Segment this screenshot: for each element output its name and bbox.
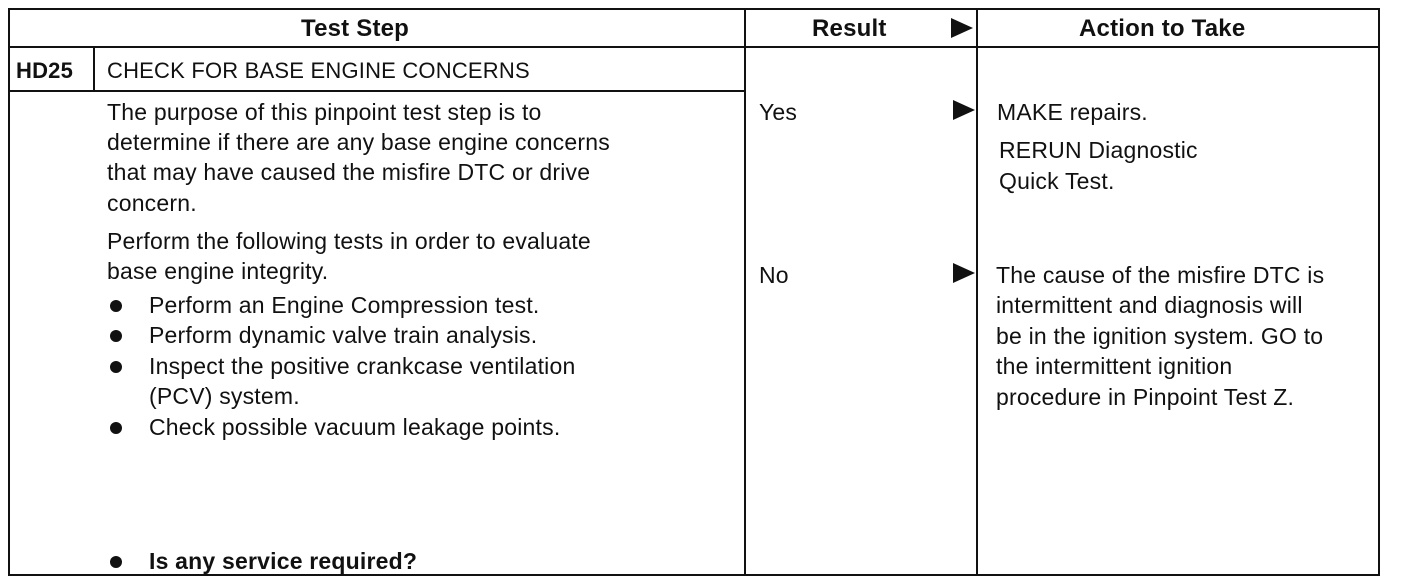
header-test-step: Test Step xyxy=(301,15,410,42)
purpose-line: The purpose of this pinpoint test step is to xyxy=(107,99,542,125)
bullet-icon xyxy=(110,556,122,568)
perform-line: base engine integrity. xyxy=(107,258,329,284)
bullet-item: Perform an Engine Compression test. xyxy=(149,292,540,318)
step-result-divider xyxy=(744,8,746,576)
step-title-divider xyxy=(8,90,744,92)
no-action-line: procedure in Pinpoint Test Z. xyxy=(996,384,1295,410)
purpose-line: that may have caused the misfire DTC or drive xyxy=(107,159,591,185)
yes-action-line: MAKE repairs. xyxy=(997,99,1148,125)
step-question: Is any service required? xyxy=(149,548,418,574)
id-column-divider xyxy=(93,48,95,90)
yes-action-line: Quick Test. xyxy=(999,168,1115,194)
yes-arrow-icon xyxy=(953,100,975,120)
step-title: CHECK FOR BASE ENGINE CONCERNS xyxy=(107,58,530,83)
header-result: Result xyxy=(812,15,887,42)
bullet-item: Perform dynamic valve train analysis. xyxy=(149,322,538,348)
header-action: Action to Take xyxy=(1079,15,1246,42)
bullet-icon xyxy=(110,300,122,312)
yes-action-line: RERUN Diagnostic xyxy=(999,137,1198,163)
bullet-continuation: (PCV) system. xyxy=(149,383,300,409)
bullet-icon xyxy=(110,330,122,342)
perform-line: Perform the following tests in order to evaluate xyxy=(107,228,591,254)
no-action-line: intermittent and diagnosis will xyxy=(996,292,1303,318)
header-divider xyxy=(8,46,1380,48)
bullet-item: Check possible vacuum leakage points. xyxy=(149,414,561,440)
purpose-line: concern. xyxy=(107,190,197,216)
result-no: No xyxy=(759,262,789,288)
step-id: HD25 xyxy=(16,58,74,83)
no-action-line: the intermittent ignition xyxy=(996,353,1233,379)
purpose-line: determine if there are any base engine concerns xyxy=(107,129,610,155)
no-arrow-icon xyxy=(953,263,975,283)
bullet-icon xyxy=(110,422,122,434)
no-action-line: be in the ignition system. GO to xyxy=(996,323,1324,349)
result-action-divider xyxy=(976,8,978,576)
no-action-line: The cause of the misfire DTC is xyxy=(996,262,1325,288)
result-yes: Yes xyxy=(759,99,798,125)
bullet-icon xyxy=(110,361,122,373)
bullet-item: Inspect the positive crankcase ventilation xyxy=(149,353,576,379)
result-arrow-icon xyxy=(951,18,973,38)
